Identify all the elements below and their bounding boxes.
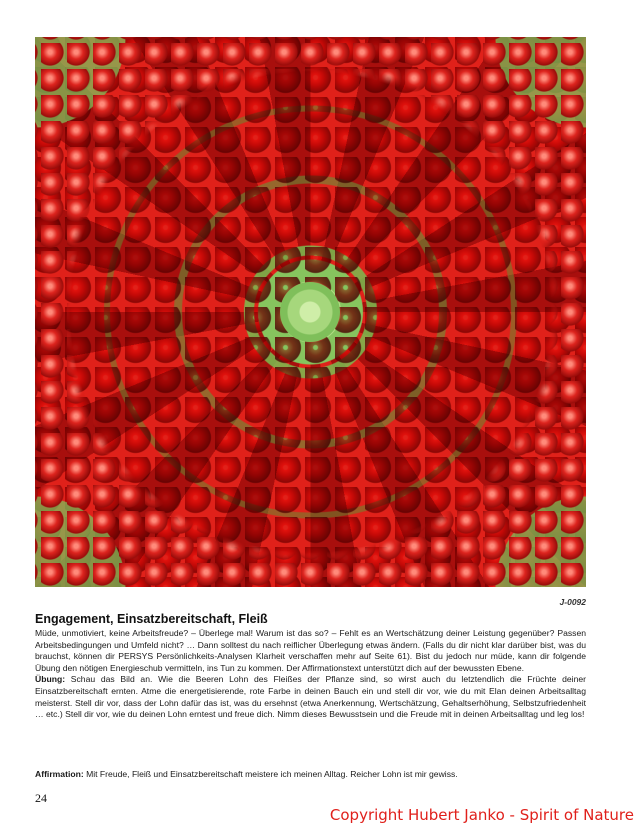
section-heading: Engagement, Einsatzbereitschaft, Fleiß (35, 612, 268, 626)
image-center-rosette (280, 282, 340, 342)
kaleidoscope-berry-image (35, 37, 586, 587)
intro-paragraph: Müde, unmotiviert, keine Arbeitsfreude? – Überlege mal! Warum ist das so? – Fehlt es an Wertschätzung deiner Leistung gegenüber? Passen Arbeitsbedingungen und Umfeld nicht? … Dann solltest du nach reiflicher Überlegung etwas ändern. (Falls du dir nicht klar darüber bist, was du brauchst, können dir PERSYS Persönlichkeits-Analysen Klarheit verschaffen mehr auf Seite 61). Bist du jedoch nur müde, kann dir folgende Übung den nötigen Energieschub vermitteln, ins Tun zu kommen. Der Affirmationstext unterstützt dich auf der bewussten Ebene. (35, 628, 586, 673)
image-code: J-0092 (559, 597, 586, 607)
affirmation (35, 769, 586, 781)
affirmation-label: Affirmation: (35, 769, 84, 779)
body-text (35, 628, 586, 721)
affirmation-text: Mit Freude, Fleiß und Einsatzbereitschaft meistere ich meinen Alltag. Reicher Lohn ist mir gewiss. (83, 769, 458, 779)
exercise-label: Übung: (35, 674, 66, 685)
page-number: 24 (35, 791, 47, 805)
exercise-text: Schau das Bild an. Wie die Beeren Lohn des Fleißes der Pflanze sind, so wirst auch du letztendlich die Früchte deiner Einsatzbereitschaft ernten. Atme die energetisierende, rote Farbe in deinen Bauch ein und stell dir vor, wie du mit Elan deinen Arbeitsalltag meisterst. Stell dir vor, dass der Lohn dafür das ist, was du ersehnst (etwa Anerkennung, Wertschätzung, Gehaltserhöhung, Selbstzufriedenheit … etc.) Stell dir vor, wie du deinen Lohn erntest und freue dich. Nimm dieses Bewusstsein und die Freude mit in deinen Arbeitsalltag und leg los! (35, 674, 586, 720)
copyright-watermark: Copyright Hubert Janko - Spirit of Nature (329, 806, 634, 824)
